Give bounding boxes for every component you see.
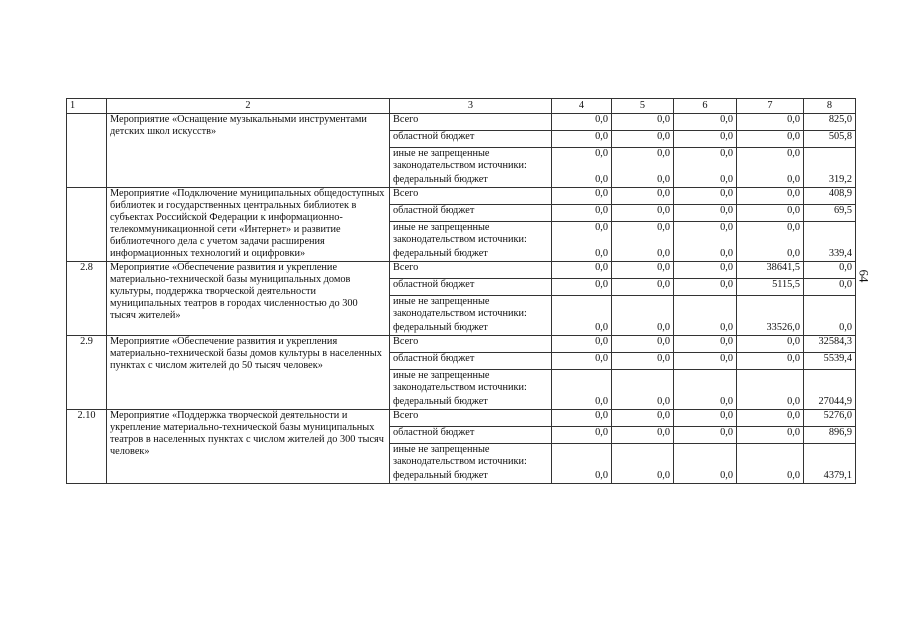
value-cell: 0,0: [737, 427, 804, 444]
value-cell: 0,0: [674, 262, 737, 279]
value-cell: 339,4: [828, 248, 852, 259]
value-cell: 32584,3: [804, 336, 856, 353]
source-label-regional: областной бюджет: [390, 205, 552, 222]
value-cell: 0,0: [804, 279, 856, 296]
value-cell: 0,0: [674, 279, 737, 296]
value-cell: 0,0: [552, 188, 612, 205]
row-index: [67, 188, 107, 262]
value-cell: 0,0: [804, 262, 856, 279]
value-cell: 825,0: [804, 114, 856, 131]
value-cell: 0,0: [595, 322, 608, 333]
value-cell: 0,0: [839, 322, 852, 333]
value-cell: 0,0: [595, 470, 608, 481]
value-cell: 69,5: [804, 205, 856, 222]
value-cell: 0,0: [612, 114, 674, 131]
value-cell: 0,0: [612, 188, 674, 205]
table-row: [67, 336, 856, 353]
value-cell: 0,0: [595, 248, 608, 259]
value-cell: 0,0: [657, 322, 670, 333]
row-index: 2.8: [67, 262, 107, 336]
value-cell: 0,0: [674, 114, 737, 131]
value-cell: 0,0: [674, 131, 737, 148]
budget-table: [66, 98, 856, 484]
table-row: [67, 410, 856, 427]
value-cell: 0,0: [737, 188, 804, 205]
value-cell: 0,0: [595, 222, 608, 233]
event-description: Мероприятие «Оснащение музыкальными инструментами детских школ искусств»: [107, 114, 390, 188]
source-label-total: Всего: [390, 188, 552, 205]
source-label-regional: областной бюджет: [390, 279, 552, 296]
value-cell: 0,0: [612, 205, 674, 222]
value-cell: 5539,4: [804, 353, 856, 370]
value-cell: 0,0: [552, 205, 612, 222]
value-cell: 0,0: [787, 248, 800, 259]
source-label-federal: федеральный бюджет: [393, 174, 488, 185]
source-label-federal: федеральный бюджет: [393, 470, 488, 481]
value-cell: 0,0: [612, 131, 674, 148]
table-row: [67, 188, 856, 205]
value-cell: 0,0: [720, 248, 733, 259]
source-label-regional: областной бюджет: [390, 131, 552, 148]
source-label-other: иные не запрещенные законодательством источники:: [393, 222, 527, 245]
source-label-federal: федеральный бюджет: [393, 248, 488, 259]
value-cell: 505,8: [804, 131, 856, 148]
value-cell: 0,0: [552, 262, 612, 279]
value-cell: 0,0: [737, 336, 804, 353]
source-label-total: Всего: [390, 410, 552, 427]
value-cell: 0,0: [595, 396, 608, 407]
header-col-2: 2: [107, 99, 390, 114]
value-cell: 0,0: [657, 174, 670, 185]
value-cell: 0,0: [612, 353, 674, 370]
value-cell: 0,0: [674, 427, 737, 444]
source-label-other: иные не запрещенные законодательством источники:: [393, 296, 527, 319]
source-label-regional: областной бюджет: [390, 353, 552, 370]
value-cell: 0,0: [737, 353, 804, 370]
value-cell: 319,2: [828, 174, 852, 185]
row-index: 2.10: [67, 410, 107, 484]
header-col-6: 6: [674, 99, 737, 114]
value-cell: 4379,1: [823, 470, 852, 481]
value-cell: 0,0: [787, 148, 800, 159]
source-label-other: иные не запрещенные законодательством источники:: [393, 444, 527, 467]
value-cell: 0,0: [674, 336, 737, 353]
value-cell: 0,0: [787, 470, 800, 481]
value-cell: 0,0: [657, 148, 670, 159]
value-cell: 0,0: [595, 148, 608, 159]
value-cell: 0,0: [552, 131, 612, 148]
value-cell: 0,0: [674, 410, 737, 427]
value-cell: 0,0: [674, 353, 737, 370]
value-cell: 0,0: [612, 410, 674, 427]
source-label-federal: федеральный бюджет: [393, 322, 488, 333]
value-cell: 0,0: [552, 410, 612, 427]
value-cell: 0,0: [552, 279, 612, 296]
event-description: Мероприятие «Обеспечение развития и укрепление материально-технической базы муниципальных домов культуры, поддержка творческой деятельности муниципальных театров в городах численностью до 300 тысяч жителей»: [107, 262, 390, 336]
event-description: Мероприятие «Подключение муниципальных общедоступных библиотек и государственных центральных библиотек в субъектах Российской Федерации к информационно-телекоммуникационной сети «Интернет» и развитие библиотечного дела с учетом задачи расширения информационных технологий и оцифровки»: [107, 188, 390, 262]
value-cell: 0,0: [720, 222, 733, 233]
value-cell: 0,0: [612, 262, 674, 279]
value-cell: 896,9: [804, 427, 856, 444]
value-cell: 0,0: [787, 174, 800, 185]
header-col-4: 4: [552, 99, 612, 114]
value-cell: 0,0: [595, 174, 608, 185]
source-label-other: иные не запрещенные законодательством источники:: [393, 370, 527, 393]
value-cell: 0,0: [737, 410, 804, 427]
value-cell: 0,0: [657, 248, 670, 259]
value-cell: 0,0: [612, 427, 674, 444]
value-cell: 0,0: [552, 427, 612, 444]
table-row: [67, 262, 856, 279]
source-label-total: Всего: [390, 114, 552, 131]
value-cell: 0,0: [552, 114, 612, 131]
value-cell: 0,0: [737, 131, 804, 148]
value-cell: 0,0: [552, 336, 612, 353]
value-cell: 0,0: [657, 470, 670, 481]
header-col-7: 7: [737, 99, 804, 114]
event-description: Мероприятие «Обеспечение развития и укрепления материально-технической базы домов культуры в населенных пунктах с числом жителей до 50 тысяч человек»: [107, 336, 390, 410]
table-row: [67, 114, 856, 131]
value-cell: 0,0: [612, 279, 674, 296]
header-col-3: 3: [390, 99, 552, 114]
value-cell: 0,0: [612, 336, 674, 353]
value-cell: 0,0: [720, 396, 733, 407]
value-cell: 0,0: [720, 174, 733, 185]
header-col-5: 5: [612, 99, 674, 114]
header-row: [67, 99, 856, 114]
value-cell: 0,0: [787, 222, 800, 233]
value-cell: 0,0: [720, 470, 733, 481]
row-index: [67, 114, 107, 188]
value-cell: 0,0: [552, 353, 612, 370]
source-label-federal: федеральный бюджет: [393, 396, 488, 407]
source-label-total: Всего: [390, 336, 552, 353]
header-col-1: 1: [67, 99, 107, 114]
value-cell: 0,0: [787, 396, 800, 407]
event-description: Мероприятие «Поддержка творческой деятельности и укрепление материально-технической базы муниципальных театров в населенных пунктах с числом жителей до 300 тысяч человек»: [107, 410, 390, 484]
value-cell: 0,0: [657, 222, 670, 233]
source-label-regional: областной бюджет: [390, 427, 552, 444]
value-cell: 0,0: [674, 205, 737, 222]
value-cell: 27044,9: [818, 396, 852, 407]
value-cell: 0,0: [674, 188, 737, 205]
source-label-total: Всего: [390, 262, 552, 279]
value-cell: 5115,5: [737, 279, 804, 296]
value-cell: 0,0: [657, 396, 670, 407]
source-label-other: иные не запрещенные законодательством источники:: [393, 148, 527, 171]
value-cell: 408,9: [804, 188, 856, 205]
value-cell: 5276,0: [804, 410, 856, 427]
value-cell: 0,0: [737, 114, 804, 131]
value-cell: 0,0: [720, 322, 733, 333]
value-cell: 33526,0: [766, 322, 800, 333]
value-cell: 0,0: [737, 205, 804, 222]
value-cell: 38641,5: [737, 262, 804, 279]
header-col-8: 8: [804, 99, 856, 114]
row-index: 2.9: [67, 336, 107, 410]
page-number: 64: [856, 269, 872, 283]
value-cell: 0,0: [720, 148, 733, 159]
